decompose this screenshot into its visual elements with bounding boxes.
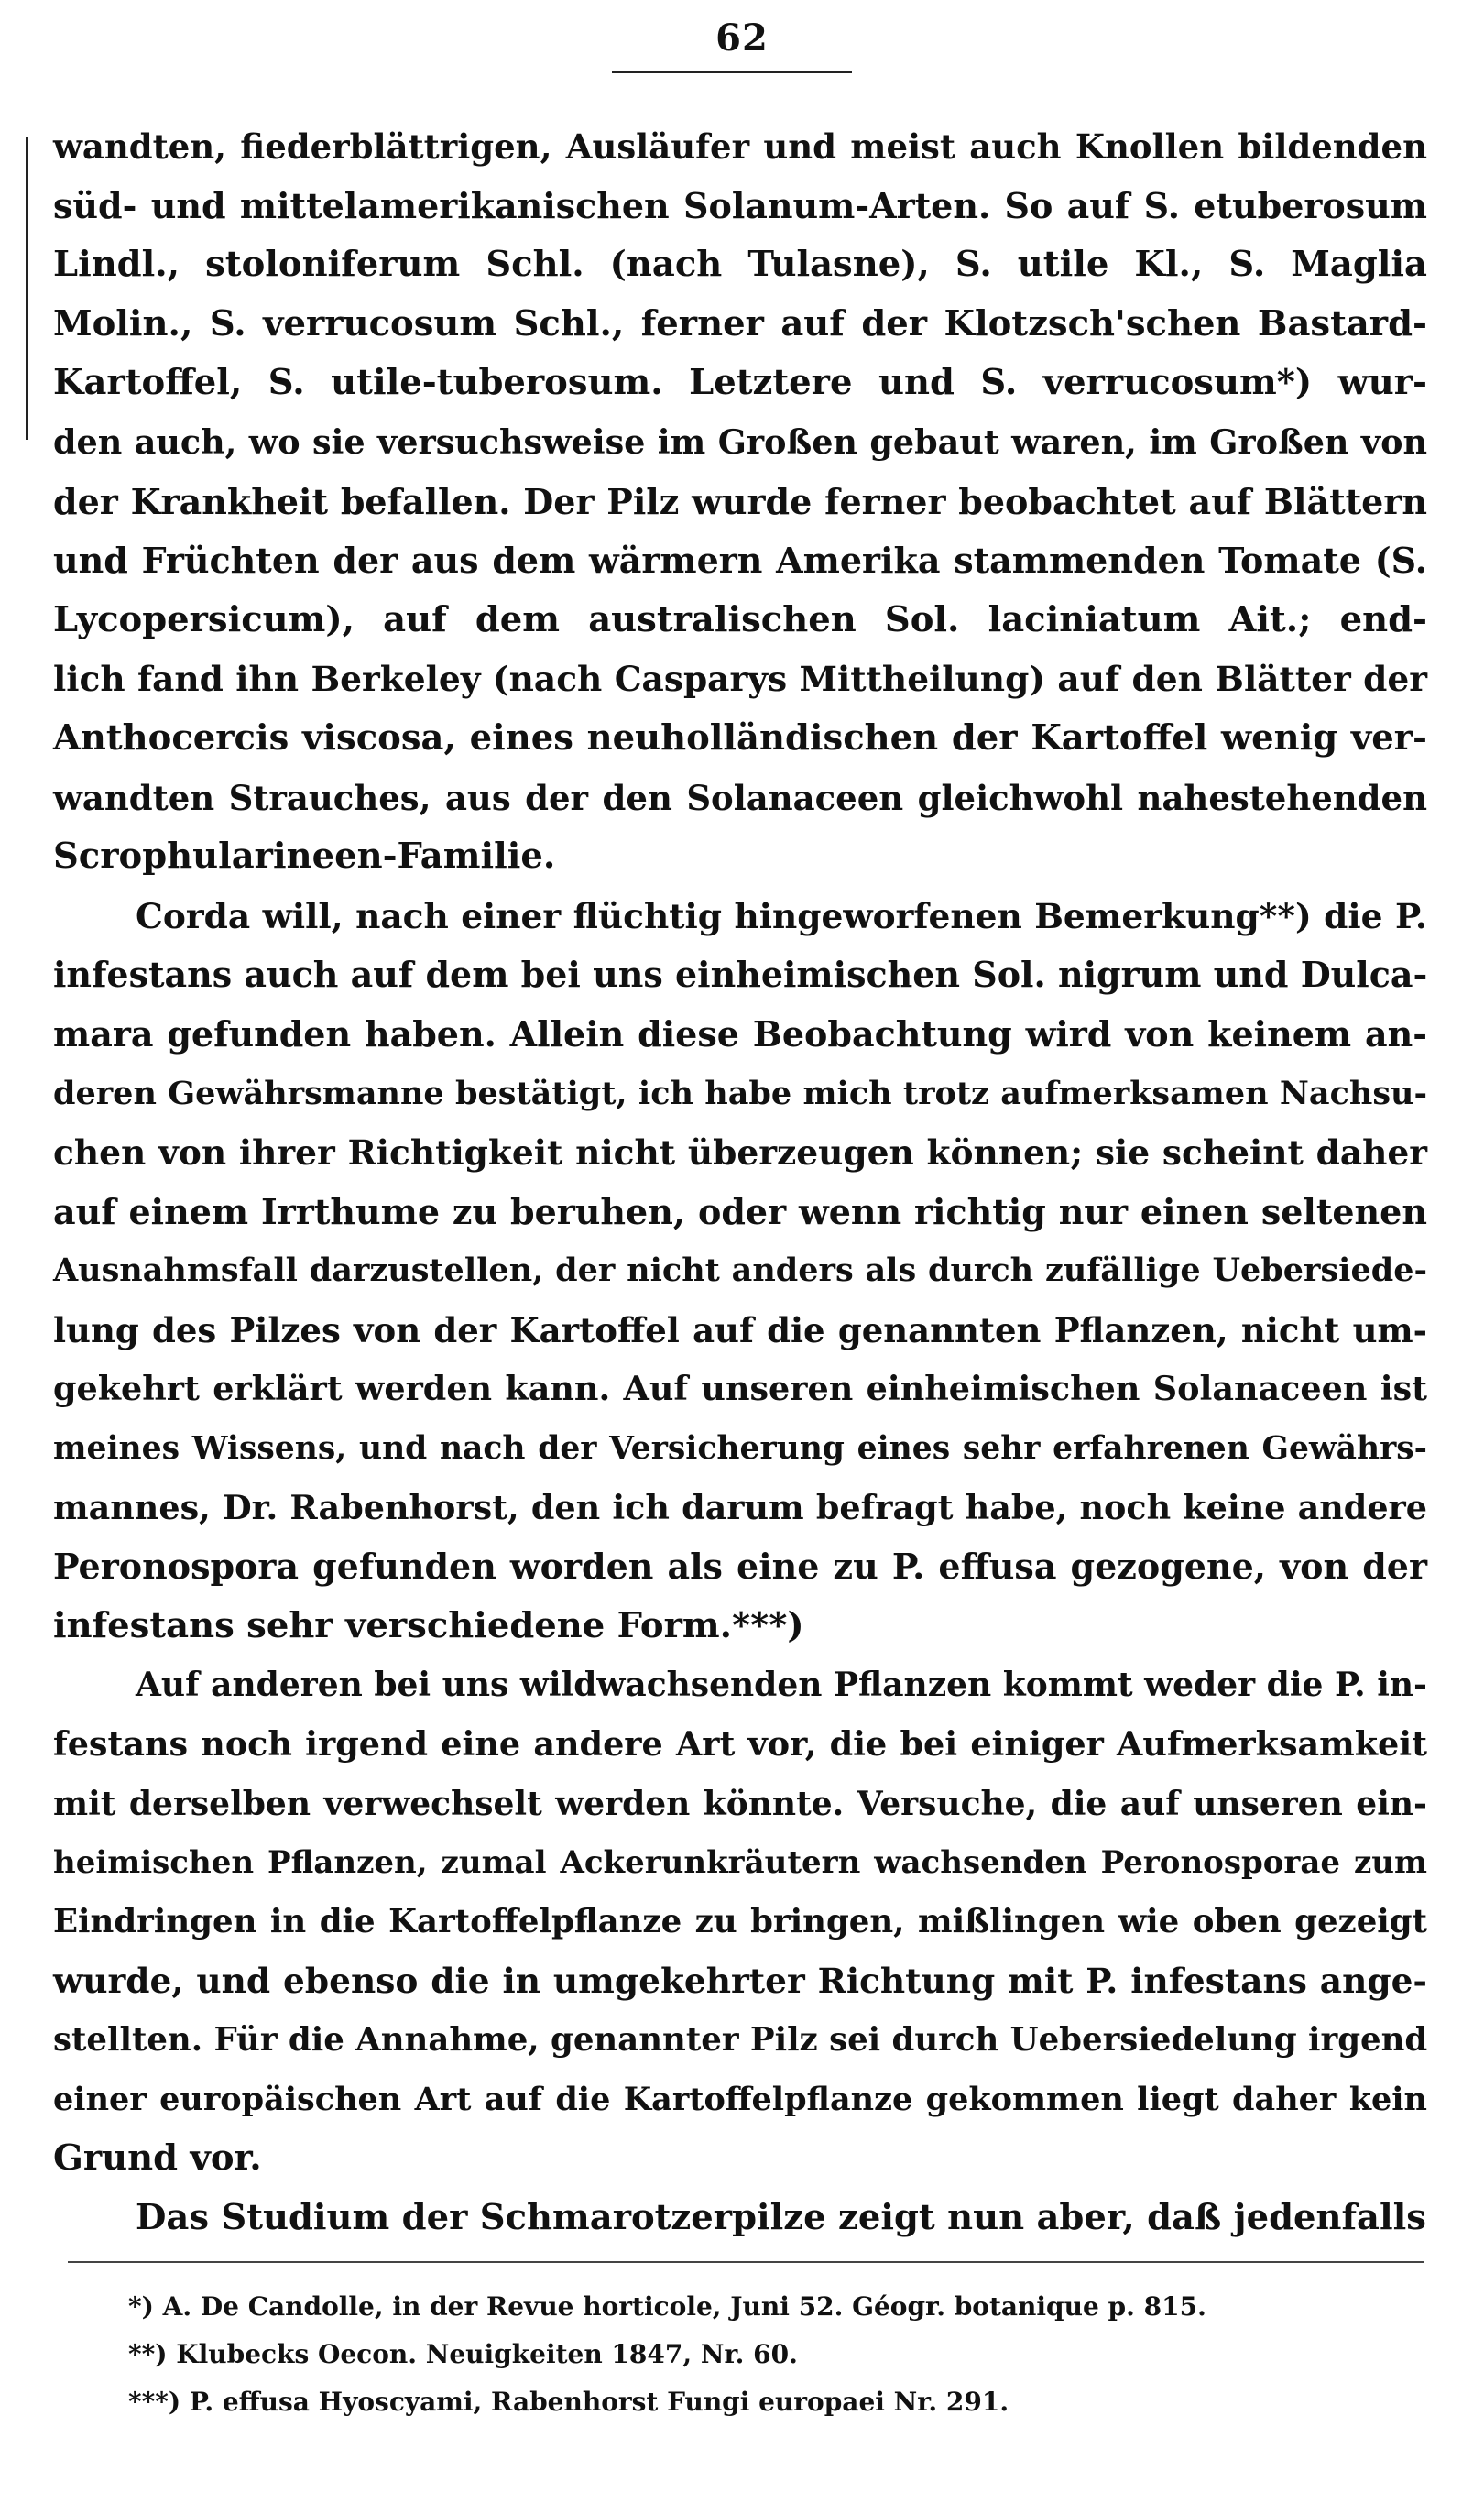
text-line: infestans sehr verschiedene Form.***) (53, 1604, 804, 1646)
text-line: Ausnahmsfall darzustellen, der nicht anders als durch zufällige Uebersiede- (53, 1252, 1427, 1290)
text-line: Kartoffel, S. utile-tuberosum. Letztere und S. verrucosum*) wur- (53, 362, 1427, 404)
text-line: lich fand ihn Berkeley (nach Casparys Mittheilung) auf den Blätter der (53, 659, 1427, 700)
text-line: Scrophularineen-Familie. (53, 836, 556, 878)
paragraph (53, 2189, 1427, 2248)
paragraph (53, 1656, 1427, 2188)
text-line: meines Wissens, und nach der Versicherung eines sehr erfahrenen Gewährs- (53, 1430, 1427, 1468)
text-line: einer europäischen Art auf die Kartoffelpflanze gekommen liegt daher kein (53, 2080, 1427, 2118)
text-line: deren Gewährsmanne bestätigt, ich habe mich trotz aufmerksamen Nachsu- (53, 1074, 1427, 1112)
text-line: infestans auch auf dem bei uns einheimischen Sol. nigrum und Dulca- (53, 954, 1428, 996)
text-line: süd- und mittelamerikanischen Solanum-Arten. So auf S. etuberosum (53, 184, 1427, 226)
text-line: chen von ihrer Richtigkeit nicht überzeugen können; sie scheint daher (53, 1132, 1427, 1174)
footnote: **) Klubecks Oecon. Neuigkeiten 1847, Nr. 60. (128, 2339, 798, 2369)
body-text (53, 117, 1427, 2247)
header-rule (612, 71, 852, 73)
text-line: Lycopersicum), auf dem australischen Sol. laciniatum Ait.; end- (53, 598, 1427, 640)
text-line: den auch, wo sie versuchsweise im Großen gebaut waren, im Großen von (53, 421, 1427, 462)
footnote: *) A. De Candolle, in der Revue horticole, Juni 52. Géogr. botanique p. 815. (128, 2291, 1206, 2322)
text-line: Lindl., stoloniferum Schl. (nach Tulasne), S. utile Kl., S. Maglia (53, 244, 1427, 286)
text-line: heimischen Pflanzen, zumal Ackerunkräutern wachsenden Peronosporae zum (53, 1844, 1427, 1882)
text-line: wandten Strauches, aus der den Solanaceen gleichwohl nahestehenden (53, 777, 1427, 818)
text-line: wandten, fiederblättrigen, Ausläufer und meist auch Knollen bildenden (53, 126, 1427, 167)
text-line: lung des Pilzes von der Kartoffel auf die genannten Pflanzen, nicht um- (53, 1309, 1427, 1350)
text-line: Molin., S. verrucosum Schl., ferner auf der Klotzsch'schen Bastard- (53, 302, 1427, 344)
page-number: 62 (715, 16, 769, 60)
text-line: Eindringen in die Kartoffelpflanze zu bringen, mißlingen wie oben gezeigt (53, 1902, 1427, 1940)
paragraph (53, 117, 1427, 887)
footnote: ***) P. effusa Hyoscyami, Rabenhorst Fungi europaei Nr. 291. (128, 2387, 1009, 2417)
margin-mark (26, 137, 28, 440)
text-line: Peronospora gefunden worden als eine zu P. effusa gezogene, von der (53, 1546, 1427, 1588)
text-line: auf einem Irrthume zu beruhen, oder wenn richtig nur einen seltenen (53, 1190, 1427, 1232)
text-line: und Früchten der aus dem wärmern Amerika stammenden Tomate (S. (53, 540, 1427, 582)
paragraph (53, 887, 1427, 1656)
text-line: stellten. Für die Annahme, genannter Pilz sei durch Uebersiedelung irgend (53, 2021, 1428, 2059)
text-line: Anthocercis viscosa, eines neuholländischen der Kartoffel wenig ver- (53, 716, 1427, 759)
text-line: Das Studium der Schmarotzerpilze zeigt nun aber, daß jedenfalls (136, 2196, 1426, 2238)
text-line: gekehrt erklärt werden kann. Auf unseren einheimischen Solanaceen ist (53, 1369, 1427, 1409)
text-line: mara gefunden haben. Allein diese Beobachtung wird von keinem an- (53, 1012, 1427, 1055)
text-line: mit derselben verwechselt werden könnte. Versuche, die auf unseren ein- (53, 1784, 1427, 1823)
text-line: Grund vor. (53, 2137, 262, 2180)
footnote-rule (68, 2261, 1424, 2263)
text-line: wurde, und ebenso die in umgekehrter Richtung mit P. infestans ange- (53, 1961, 1427, 2002)
text-line: der Krankheit befallen. Der Pilz wurde ferner beobachtet auf Blättern (53, 480, 1427, 522)
footnotes (128, 2283, 1429, 2426)
text-line: mannes, Dr. Rabenhorst, den ich darum befragt habe, noch keine andere (53, 1487, 1427, 1527)
text-line: Corda will, nach einer flüchtig hingeworfenen Bemerkung**) die P. (136, 895, 1427, 936)
text-line: festans noch irgend eine andere Art vor, die bei einiger Aufmerksamkeit (53, 1724, 1427, 1765)
text-line: Auf anderen bei uns wildwachsenden Pflanzen kommt weder die P. in- (136, 1666, 1427, 1705)
